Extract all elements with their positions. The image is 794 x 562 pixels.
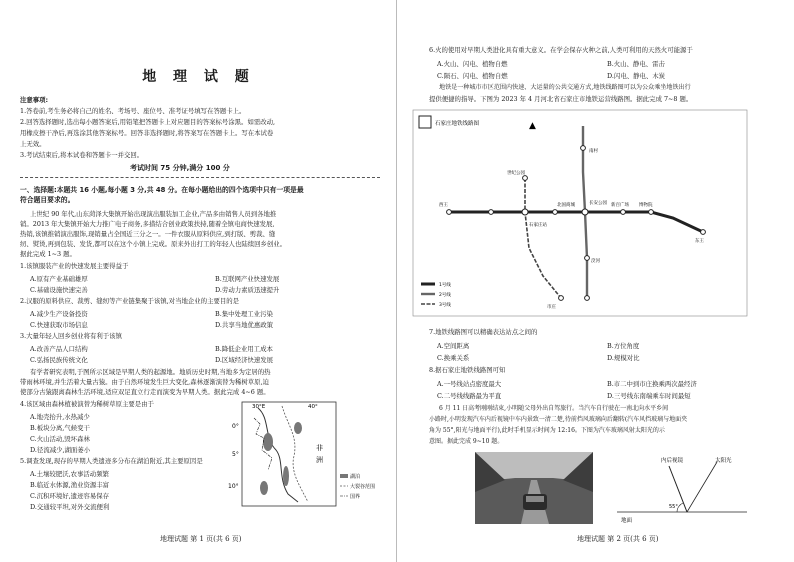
metro-legend: 1号线 bbox=[439, 283, 451, 288]
lat-label: 10° bbox=[228, 483, 239, 490]
page-right bbox=[397, 0, 794, 562]
question-option: B.方位角度 bbox=[607, 342, 640, 350]
question-option: A.空间距离 bbox=[437, 342, 470, 350]
question-stem: 3.大量年轻人回乡创业将有利于该镇 bbox=[20, 332, 122, 340]
metro-title: 石家庄地铁线路图 bbox=[435, 121, 480, 127]
question-option: B.市二中到市庄换乘两次最经济 bbox=[607, 380, 697, 388]
notice-line: 用橡皮擦干净后,再选涂其他答案标号。回答非选择题时,将答案写在答题卡上。写在本试卷 bbox=[20, 129, 274, 137]
question-option: A.改善产品人口结构 bbox=[30, 345, 88, 353]
lat-label: 0° bbox=[232, 423, 239, 430]
notice-line: 3.考试结束后,将本试卷和答题卡一并交回。 bbox=[20, 151, 144, 159]
passage-line: 6 月 11 日高考刚刚结束,小明随父母外出自驾旅行。当汽车自行驶在一南北向水平乡间 bbox=[439, 405, 669, 412]
station-label: 北国商城 bbox=[557, 203, 575, 208]
passage-line: 角为 55°,阳光与地面平行),此时手机显示时间为 12:16。下图为汽车玻璃风射太阳光的示 bbox=[429, 427, 665, 434]
question-stem: 7.地铁线路图可以精确表达站点之间的 bbox=[429, 328, 538, 336]
metro-legend: 2号线 bbox=[439, 293, 451, 298]
page-title: 地 理 试 题 bbox=[142, 69, 255, 85]
question-option: D.三号线东南端乘车时间最短 bbox=[607, 392, 691, 400]
question-option: D.闪电、静电、木炭 bbox=[607, 72, 666, 80]
mirror-label: 内后视镜 bbox=[661, 458, 684, 464]
question-stem: 1.该镇服装产业的快速发展主要得益于 bbox=[20, 262, 129, 270]
question-stem: 8.据石家庄地铁线路图可知 bbox=[429, 366, 506, 374]
question-option: D.劳动力素质迅速提升 bbox=[215, 286, 280, 294]
passage-line: 使部分古猿跟离森林生活环境,适应双足直立行走而演变为早期人类。据此完成 4~6 题。 bbox=[20, 388, 270, 396]
passage-line: 纫、熨烫,再到包装、发货,都可以在这个小镇上完成。原来外出打工的年轻人也陆续回乡创业。 bbox=[20, 240, 287, 248]
passage-line: 意图。据此完成 9~10 题。 bbox=[429, 438, 504, 445]
question-option: A.原有产业基础雄厚 bbox=[30, 275, 88, 283]
passage-line: 地铁是一种城市市区范围内快速、大运量的公共交通方式,地铁线路图可以为公众乘坐地铁出行 bbox=[439, 84, 691, 91]
question-option: A.减少生产设备投资 bbox=[30, 310, 88, 318]
station-label: 石家庄站 bbox=[529, 223, 547, 228]
question-option: C.弘扬民族传统文化 bbox=[30, 356, 88, 364]
question-option: D.规模对比 bbox=[607, 354, 640, 362]
question-option: C.火山活动,毁坏森林 bbox=[30, 435, 90, 443]
region-label: 非 bbox=[316, 444, 323, 452]
question-option: C.陨石、闪电、植物自燃 bbox=[437, 72, 508, 80]
station-label: 西王 bbox=[439, 203, 448, 208]
notice-heading: 注意事项: bbox=[20, 96, 49, 104]
station-label: 博物院 bbox=[639, 203, 653, 208]
station-label: 市庄 bbox=[547, 305, 556, 310]
question-stem: 6.火的使用对早期人类进化具有重大意义。在学会保存火种之前,人类可利用的天然火可能源于 bbox=[429, 46, 693, 54]
question-option: B.集中处理工业污染 bbox=[215, 310, 273, 318]
legend-border: 国界 bbox=[350, 494, 361, 500]
notice-line: 上无效。 bbox=[20, 140, 46, 148]
question-option: C.换乘关系 bbox=[437, 354, 470, 362]
question-option: A.一号线站点密度最大 bbox=[437, 380, 502, 388]
question-stem: 5.调查发现,现存的早期人类遗迹多分布在湖泊附近,其主要原因是 bbox=[20, 457, 203, 465]
question-option: A.土壤较肥沃,农事活动频繁 bbox=[30, 470, 109, 478]
question-option: B.火山、静电、雷击 bbox=[607, 60, 665, 68]
passage-line: 小路时,小明发现汽车内后视镜中车内景致一清二楚,待前挡风玻璃向后翻转(汽车风挡玻璃与地面夹 bbox=[429, 416, 688, 423]
question-option: D.径流减少,湖面萎小 bbox=[30, 446, 91, 454]
question-option: C.沉积环境好,遗迹容易保存 bbox=[30, 492, 110, 500]
station-label: 南村 bbox=[589, 149, 598, 154]
east-africa-map bbox=[228, 398, 376, 512]
passage-line: 上世纪 90 年代,山东菏泽大集镇开始出现演出服装加工企业,产品多由销售人员到各地推 bbox=[30, 210, 277, 218]
station-label: 新百广场 bbox=[611, 203, 629, 208]
question-option: A.地壳抬升,水热减少 bbox=[30, 413, 90, 421]
passage-line: 有学者研究表明,于图所示区域是早期人类的起源地。地质历史时期,当地多为定居的热 bbox=[30, 368, 271, 376]
lon-label: 40° bbox=[308, 404, 318, 410]
metro-map bbox=[411, 108, 751, 320]
notice-line: 1.答卷前,考生务必将自己的姓名、考场号、座位号、准考证号填写在答题卡上。 bbox=[20, 107, 246, 115]
lon-label: 30°E bbox=[252, 404, 266, 410]
question-stem: 2.汉服的原料供应、裁剪、缝纫等产业链集聚于该镇,对当地企业的主要目的是 bbox=[20, 297, 240, 305]
question-option: C.基础设施快速完善 bbox=[30, 286, 88, 294]
metro-legend: 3号线 bbox=[439, 303, 451, 308]
station-label: 世纪公园 bbox=[507, 171, 525, 176]
passage-line: 提供便捷的指导。下图为 2023 年 4 月河北省石家庄市地铁运营线路图。据此完成 7~8 题。 bbox=[429, 95, 693, 103]
windshield-diagram bbox=[607, 452, 757, 530]
passage-line: 销。2013 年大集镇开始大力推广电子商务,多措结合创业政策扶持,随着全镇电商快速发展, bbox=[20, 220, 275, 228]
question-option: D.交通较平坦,对外交流便利 bbox=[30, 503, 110, 511]
passage-line: 带雨林环境,并生活着大量古猿。由于自然环境发生巨大变化,森林逐渐演替为稀树草原,迫 bbox=[20, 378, 269, 386]
page-footer: 地理试题 第 2 页(共 6 页) bbox=[577, 535, 659, 543]
question-option: A.火山、闪电、植物自燃 bbox=[437, 60, 508, 68]
question-option: B.互联网产业快速发展 bbox=[215, 275, 280, 283]
legend-rift: 大裂谷范围 bbox=[350, 484, 376, 490]
north-arrow-icon: ▲ bbox=[529, 121, 536, 131]
question-option: C.快速获取市场信息 bbox=[30, 321, 88, 329]
legend-lake: 湖泊 bbox=[350, 474, 361, 480]
question-option: B.降低企业用工成本 bbox=[215, 345, 273, 353]
station-label: 长安公园 bbox=[589, 201, 607, 206]
question-option: D.区域经济快速发展 bbox=[215, 356, 274, 364]
question-option: B.临近水体源,渔业资源丰富 bbox=[30, 481, 110, 489]
station-label: 洨河 bbox=[591, 259, 600, 264]
notice-line: 2.回答选择题时,选出每小题答案后,用铅笔把答题卡上对应题目的答案标号涂黑。如需改动, bbox=[20, 118, 276, 126]
passage-line: 热销,该镇推销演出服饰,现销量占全国近三分之一。一件衣服从原料供应,到打版、剪裁、缝 bbox=[20, 230, 276, 238]
road-photo bbox=[475, 452, 593, 524]
region-label: 洲 bbox=[316, 456, 323, 464]
question-option: C.二号线线路最为平直 bbox=[437, 392, 502, 400]
station-label: 东王 bbox=[695, 239, 704, 244]
sunlight-label: 太阳光 bbox=[715, 458, 732, 464]
section-heading: 一、选择题:本题共 16 小题,每小题 3 分,共 48 分。在每小题给出的四个选项中只有一项是最 bbox=[20, 186, 304, 194]
ground-label: 地面 bbox=[621, 518, 633, 524]
lat-label: 5° bbox=[232, 451, 239, 458]
divider bbox=[20, 177, 380, 178]
angle-label: 55° bbox=[669, 504, 678, 510]
exam-info: 考试时间 75 分钟,满分 100 分 bbox=[130, 164, 230, 172]
passage-line: 据此完成 1~3 题。 bbox=[20, 250, 76, 258]
question-option: B.板块分离,气候变干 bbox=[30, 424, 90, 432]
page-footer: 地理试题 第 1 页(共 6 页) bbox=[160, 535, 242, 543]
section-heading: 符合题目要求的。 bbox=[20, 196, 75, 204]
question-stem: 4.该区域由森林植被演替为稀树草原主要是由于 bbox=[20, 400, 154, 408]
question-option: D.共享当地优惠政策 bbox=[215, 321, 274, 329]
